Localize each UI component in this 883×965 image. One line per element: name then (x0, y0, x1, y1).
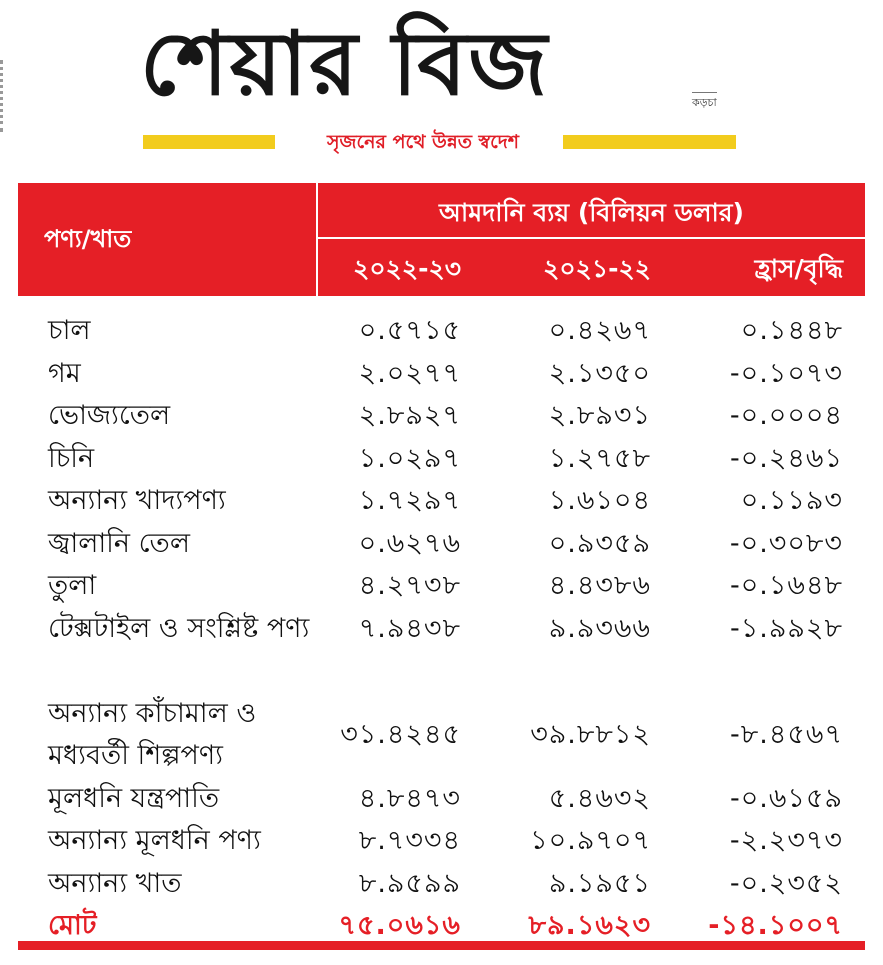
row-value-change: -২.২৩৭৩ (729, 825, 843, 856)
row-value-2021-22: ১০.৯৭০৭ (530, 825, 651, 856)
row-value-2021-22: ৪.৪৩৮৬ (548, 570, 651, 601)
header-divider-horizontal (318, 237, 865, 239)
total-value-2021-22: ৮৯.১৬২৩ (528, 910, 651, 941)
table-row (18, 863, 865, 906)
row-value-2022-23: ৩১.৪২৪৫ (340, 718, 461, 750)
row-value-2022-23: ২.৮৯২৭ (358, 400, 461, 431)
header-group-title: আমদানি ব্যয় (বিলিয়ন ডলার) (439, 198, 744, 227)
table-row (18, 480, 865, 523)
row-value-2021-22: ৯.৯৩৬৬ (548, 612, 651, 644)
row-value-2021-22: ৩৯.৮৮১২ (530, 718, 651, 750)
row-value-2021-22: ০.৯৩৫৯ (548, 527, 651, 559)
table-row (18, 353, 865, 396)
publication-logo: শেয়ার বিজ (140, 11, 550, 115)
header-col-change: হ্রাস/বৃদ্ধি (754, 254, 843, 283)
row-value-2021-22: ২.৮৯৩১ (548, 400, 651, 431)
row-value-change: -০.১০৭৩ (729, 357, 843, 389)
table-row (18, 310, 865, 353)
row-value-change: -০.১৬৪৮ (730, 570, 843, 601)
row-value-2022-23: ১.০২৯৭ (358, 442, 461, 474)
tagline-bar-left (143, 135, 275, 149)
row-value-2022-23: ০.৬২৭৬ (358, 527, 461, 559)
row-value-change: -০.৩০৮৩ (729, 527, 843, 559)
row-value-2021-22: ১.৬১০৪ (548, 485, 651, 516)
bottom-rule (18, 941, 865, 950)
row-value-2021-22: ৯.১৯৫১ (548, 867, 651, 899)
row-value-2021-22: ০.৪২৬৭ (548, 315, 651, 346)
table-row (18, 778, 865, 821)
row-value-2022-23: ৪.২৭৩৮ (358, 570, 461, 601)
total-value-2022-23: ৭৫.০৬১৬ (338, 910, 461, 941)
row-product: অন্যান্য কাঁচামাল ও মধ্যবর্তী শিল্পপণ্য (48, 697, 257, 771)
row-product: টেক্সটাইল ও সংশ্লিষ্ট পণ্য (48, 612, 310, 644)
row-product: তুলা (48, 570, 97, 601)
row-product: মূলধনি যন্ত্রপাতি (48, 782, 220, 814)
row-value-change: ০.১৪৪৮ (740, 315, 843, 346)
row-value-2022-23: ২.০২৭৭ (358, 357, 461, 389)
header-col-2022-23: ২০২২-২৩ (353, 254, 461, 283)
masthead (0, 0, 883, 180)
row-value-2022-23: ৭.৯৪৩৮ (358, 612, 461, 644)
import-cost-table (18, 183, 865, 948)
table-row (18, 523, 865, 566)
row-product: অন্যান্য খাত (48, 867, 182, 899)
row-value-change: -০.২৪৬১ (729, 442, 843, 474)
table-header (18, 183, 865, 296)
row-value-change: -০.২৩৫২ (729, 867, 843, 899)
header-col-2021-22: ২০২১-২২ (543, 254, 651, 283)
row-value-2021-22: ২.১৩৫০ (548, 357, 651, 389)
row-value-2021-22: ১.২৭৫৮ (548, 442, 651, 474)
table-row (18, 820, 865, 863)
header-product: পণ্য/খাত (44, 225, 132, 253)
table-row (18, 395, 865, 438)
row-value-2022-23: ৮.৭৩৩৪ (358, 825, 461, 856)
row-value-2022-23: ৮.৯৫৯৯ (358, 867, 461, 899)
row-value-change: -১.৯৯২৮ (730, 612, 843, 644)
table-row (18, 608, 865, 693)
row-value-change: -০.০০০৪ (729, 400, 843, 431)
row-product: চিনি (48, 442, 95, 474)
row-value-change: -৮.৪৫৬৭ (730, 718, 843, 750)
row-value-change: ০.১১৯৩ (740, 485, 843, 516)
row-value-2021-22: ৫.৪৬৩২ (548, 782, 651, 814)
row-product: অন্যান্য খাদ্যপণ্য (48, 485, 226, 516)
tagline: সৃজনের পথে উন্নত স্বদেশ (327, 131, 519, 153)
table-body (18, 296, 865, 948)
row-product: অন্যান্য মূলধনি পণ্য (48, 825, 261, 856)
table-row (18, 565, 865, 608)
row-value-2022-23: ১.৭২৯৭ (358, 485, 461, 516)
row-product: ভোজ্যতেল (48, 400, 171, 431)
tagline-bar-right (563, 135, 736, 149)
row-product: জ্বালানি তেল (48, 527, 190, 559)
row-value-change: -০.৬১৫৯ (730, 782, 843, 814)
total-value-change: -১৪.১০০৭ (708, 910, 843, 941)
logo-tag: কড়চা (692, 92, 717, 113)
row-product: গম (48, 357, 81, 389)
row-value-2022-23: ৪.৮৪৭৩ (358, 782, 461, 814)
table-row (18, 693, 865, 778)
table-row (18, 438, 865, 481)
total-label: মোট (48, 910, 97, 941)
row-product: চাল (48, 315, 91, 346)
tagline-row (143, 128, 736, 156)
row-value-2022-23: ০.৫৭১৫ (358, 315, 461, 346)
